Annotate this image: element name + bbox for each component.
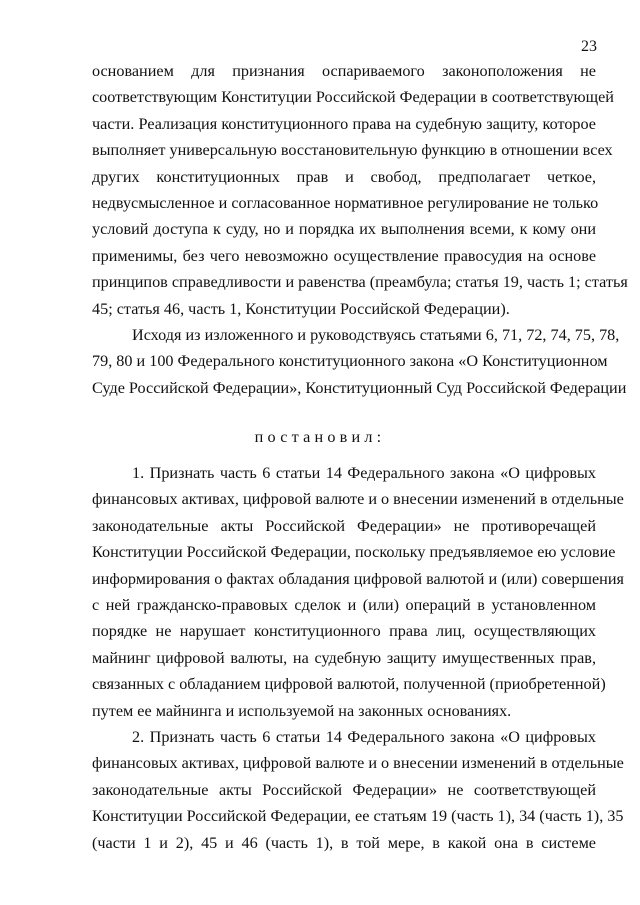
text-line: Конституции Российской Федерации, ее статьям 19 (часть 1), 34 (часть 1), 35 [92,807,624,826]
text-line: недвусмысленное и согласованное нормативное регулирование не только [92,193,599,212]
text-line: соответствующим Конституции Российской Федерации в соответствующей [92,88,614,107]
text-line: основанием для признания оспариваемого законоположения не [92,62,596,80]
ruling-item-2 [92,724,624,856]
text-line: 79, 80 и 100 Федерального конституционного закона «О Конституционном [92,352,608,371]
text-line: финансовых активах, цифровой валюте и о внесении изменений в отдельные [92,490,624,509]
text-line: финансовых активах, цифровой валюте и о внесении изменений в отдельные [92,754,624,773]
text-line: принципов справедливости и равенства (преамбула; статья 19, часть 1; статья [92,273,628,292]
text-line: с ней гражданско-правовых сделок и (или) операций в установленном [92,595,596,614]
text-line: связанных с обладанием цифровой валютой, полученной (приобретенной) [92,675,606,694]
text-line: Исходя из изложенного и руководствуясь статьями 6, 71, 72, 74, 75, 78, [132,326,620,344]
text-line: законодательные акты Российской Федерации» не противоречащей [92,516,596,535]
text-line: порядке не нарушает конституционного права лиц, осуществляющих [92,622,596,641]
text-line: 1. Признать часть 6 статьи 14 Федерального закона «О цифровых [132,464,596,482]
ruling-item-1 [92,460,624,724]
text-line: путем ее майнинга и используемой на законных основаниях. [92,701,512,720]
text-line: законодательные акты Российской Федерации» не соответствующей [92,780,596,799]
page-number: 23 [581,38,597,55]
text-line: Конституции Российской Федерации, поскольку предъявляемое ею условие [92,543,616,562]
paragraph-continuation [92,58,628,322]
text-line: других конституционных прав и свобод, предполагает четкое, [92,167,596,186]
text-line: применимы, без чего невозможно осуществление правосудия на основе [92,246,596,265]
text-line: майнинг цифровой валюты, на судебную защиту имущественных прав, [92,648,596,667]
text-line: 2. Признать часть 6 статьи 14 Федерального закона «О цифровых [132,728,596,746]
text-line: части. Реализация конституционного права на судебную защиту, которое [92,114,596,133]
text-line: 45; статья 46, часть 1, Конституции Российской Федерации). [92,299,510,318]
ruling-heading: постановил: [254,428,386,446]
text-line: Суде Российской Федерации», Конституционный Суд Российской Федерации [92,378,627,397]
text-line: (части 1 и 2), 45 и 46 (часть 1), в той мере, в какой она в системе [92,833,596,852]
text-line: информирования о фактах обладания цифровой валютой и (или) совершения [92,569,624,588]
paragraph-preamble-basis [92,322,627,401]
text-line: условий доступа к суду, но и порядка их выполнения всеми, к кому они [92,220,596,239]
text-line: выполняет универсальную восстановительную функцию в отношении всех [92,141,613,160]
